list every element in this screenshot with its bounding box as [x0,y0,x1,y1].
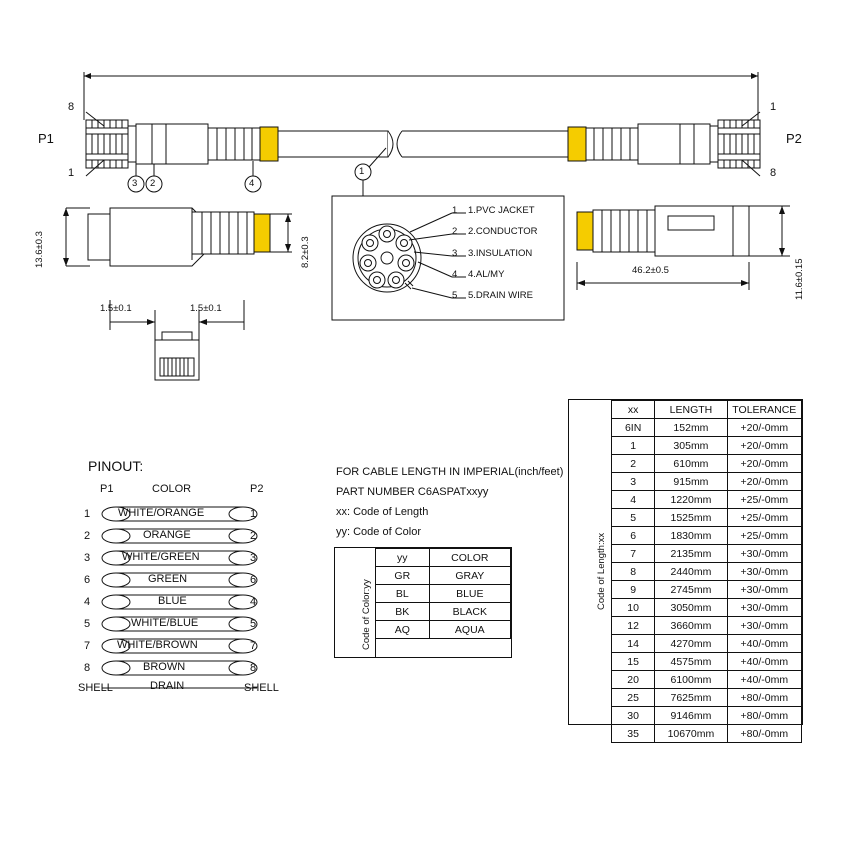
table-row [612,563,802,581]
pinout-row-2-p1: 2 [84,530,91,542]
table-row [376,585,511,603]
length-row-12-code: 12 [612,617,655,635]
label-p2: P2 [786,131,802,146]
length-row-15-length: 6100mm [655,671,727,689]
balloon-1-label: 1 [359,166,365,177]
dim-boot-height: 8.2±0.3 [300,236,311,268]
length-row-12-length: 3660mm [655,617,727,635]
table-row [612,653,802,671]
length-code-side-label: Code of Length:xx [596,532,607,610]
length-row-13-code: 14 [612,635,655,653]
label-p1: P1 [38,131,54,146]
length-row-18-tol: +80/-0mm [727,725,801,743]
length-row-18-length: 10670mm [655,725,727,743]
table-row [376,603,511,621]
length-row-7-tol: +25/-0mm [727,527,801,545]
table-row [612,419,802,437]
balloon-3-label: 3 [132,178,138,189]
table-row [612,437,802,455]
pinout-col-p2: P2 [250,483,264,495]
dim-connector-length: 46.2±0.5 [632,265,669,276]
pinout-row-6-p1: 5 [84,618,91,630]
balloon-4-label: 4 [249,178,255,189]
color-code-side-label: Code of Color:yy [361,579,372,650]
pin-callout-right-bottom: 8 [770,167,777,179]
cable-assembly-drawing [0,0,842,400]
pinout-heading: PINOUT: [88,458,144,474]
length-row-10-length: 2745mm [655,581,727,599]
length-row-1-tol: +20/-0mm [727,419,801,437]
length-row-4-tol: +20/-0mm [727,473,801,491]
length-row-2-code: 1 [612,437,655,455]
length-row-1-length: 152mm [655,419,727,437]
table-row [612,509,802,527]
length-row-16-code: 25 [612,689,655,707]
length-row-7-length: 1830mm [655,527,727,545]
length-row-11-tol: +30/-0mm [727,599,801,617]
length-row-3-tol: +20/-0mm [727,455,801,473]
pin-callout-left-bottom: 1 [68,167,75,179]
length-row-15-tol: +40/-0mm [727,671,801,689]
length-row-9-code: 8 [612,563,655,581]
pinout-row-9-p1: SHELL [78,682,113,694]
length-row-17-length: 9146mm [655,707,727,725]
length-row-5-length: 1220mm [655,491,727,509]
length-row-9-length: 2440mm [655,563,727,581]
color-code-table-box [334,547,512,658]
length-row-5-code: 4 [612,491,655,509]
cs-label-4: 4.AL/MY [468,269,505,280]
pinout-row-4-p2: 6 [250,574,257,586]
note-line-1: FOR CABLE LENGTH IN IMPERIAL(inch/feet) [336,466,564,478]
pinout-row-8-p1: 8 [84,662,91,674]
dim-boot-length-right: 1.5±0.1 [190,303,222,314]
length-row-4-code: 3 [612,473,655,491]
length-row-12-tol: +30/-0mm [727,617,801,635]
color-row-4-code: AQ [376,621,430,639]
table-row [612,725,802,743]
length-row-6-tol: +25/-0mm [727,509,801,527]
length-code-table-box [568,399,803,740]
color-code-table [375,548,511,639]
cs-num-2: 2 [452,226,458,237]
pinout-row-8-p2: 8 [250,662,257,674]
pinout-connection-lines [80,498,300,698]
length-row-7-code: 6 [612,527,655,545]
table-row [612,527,802,545]
balloon-2-label: 2 [150,178,156,189]
pinout-row-5-p2: 4 [250,596,257,608]
length-row-15-code: 20 [612,671,655,689]
pinout-row-3-p1: 3 [84,552,91,564]
pinout-row-1-p1: 1 [84,508,91,520]
color-row-1-code: GR [376,567,430,585]
length-row-6-code: 5 [612,509,655,527]
length-row-5-tol: +25/-0mm [727,491,801,509]
pin-callout-left-top: 8 [68,101,75,113]
pinout-row-5-p1: 4 [84,596,91,608]
dim-plug-height: 13.6±0.3 [34,231,45,268]
cs-num-5: 5 [452,290,458,301]
note-line-3: xx: Code of Length [336,506,429,518]
length-row-14-code: 15 [612,653,655,671]
table-row [612,545,802,563]
color-th-color: COLOR [429,549,510,567]
color-row-4-name: AQUA [429,621,510,639]
length-row-13-tol: +40/-0mm [727,635,801,653]
pinout-row-4-color: GREEN [148,573,188,585]
length-row-2-tol: +20/-0mm [727,437,801,455]
pinout-row-3-p2: 3 [250,552,257,564]
length-row-10-tol: +30/-0mm [727,581,801,599]
pinout-row-1-color: WHITE/ORANGE [118,507,205,519]
dim-connector-width: 11.6±0.15 [794,258,805,300]
cs-label-2: 2.CONDUCTOR [468,226,538,237]
dim-boot-length-left: 1.5±0.1 [100,303,132,314]
pinout-row-9-p2: SHELL [244,682,279,694]
length-th-xx: xx [612,401,655,419]
table-row [612,581,802,599]
note-line-4: yy: Code of Color [336,526,421,538]
length-row-8-tol: +30/-0mm [727,545,801,563]
length-row-11-length: 3050mm [655,599,727,617]
color-row-2-code: BL [376,585,430,603]
length-row-17-tol: +80/-0mm [727,707,801,725]
color-row-3-code: BK [376,603,430,621]
length-row-3-code: 2 [612,455,655,473]
length-row-14-tol: +40/-0mm [727,653,801,671]
cs-num-3: 3 [452,248,458,259]
length-row-13-length: 4270mm [655,635,727,653]
table-row [612,617,802,635]
cs-label-1: 1.PVC JACKET [468,205,535,216]
length-row-14-length: 4575mm [655,653,727,671]
pinout-row-6-p2: 5 [250,618,257,630]
pinout-row-2-p2: 2 [250,530,257,542]
length-row-3-length: 610mm [655,455,727,473]
table-row [612,401,802,419]
table-row [612,689,802,707]
length-code-table [611,400,802,743]
length-row-17-code: 30 [612,707,655,725]
pinout-row-4-p1: 6 [84,574,91,586]
length-row-4-length: 915mm [655,473,727,491]
length-row-9-tol: +30/-0mm [727,563,801,581]
length-row-8-code: 7 [612,545,655,563]
length-row-11-code: 10 [612,599,655,617]
pinout-row-7-color: WHITE/BROWN [117,639,198,651]
length-row-6-length: 1525mm [655,509,727,527]
pinout-row-9-color: DRAIN [150,680,185,692]
length-row-16-tol: +80/-0mm [727,689,801,707]
length-th-tolerance: TOLERANCE [727,401,801,419]
length-row-10-code: 9 [612,581,655,599]
pinout-row-8-color: BROWN [143,661,186,673]
table-row [612,599,802,617]
length-th-length: LENGTH [655,401,727,419]
table-row [612,473,802,491]
color-th-yy: yy [376,549,430,567]
pin-callout-right-top: 1 [770,101,777,113]
pinout-row-7-p1: 7 [84,640,91,652]
pinout-row-2-color: ORANGE [143,529,191,541]
table-row [612,491,802,509]
pinout-row-7-p2: 7 [250,640,257,652]
cs-label-5: 5.DRAIN WIRE [468,290,533,301]
table-row [376,621,511,639]
table-row [376,549,511,567]
length-row-8-length: 2135mm [655,545,727,563]
table-row [612,671,802,689]
pinout-col-color: COLOR [152,483,192,495]
pinout-row-1-p2: 1 [250,508,257,520]
cs-label-3: 3.INSULATION [468,248,533,259]
color-row-2-name: BLUE [429,585,510,603]
pinout-row-6-color: WHITE/BLUE [131,617,199,629]
cs-num-1: 1 [452,205,458,216]
color-row-1-name: GRAY [429,567,510,585]
pinout-row-3-color: WHITE/GREEN [122,551,200,563]
color-row-3-name: BLACK [429,603,510,621]
length-row-2-length: 305mm [655,437,727,455]
pinout-row-5-color: BLUE [158,595,187,607]
table-row [612,635,802,653]
length-row-1-code: 6IN [612,419,655,437]
table-row [376,567,511,585]
table-row [612,707,802,725]
length-row-16-length: 7625mm [655,689,727,707]
length-row-18-code: 35 [612,725,655,743]
note-line-2: PART NUMBER C6ASPATxxyy [336,486,489,498]
cs-num-4: 4 [452,269,458,280]
table-row [612,455,802,473]
pinout-col-p1: P1 [100,483,114,495]
